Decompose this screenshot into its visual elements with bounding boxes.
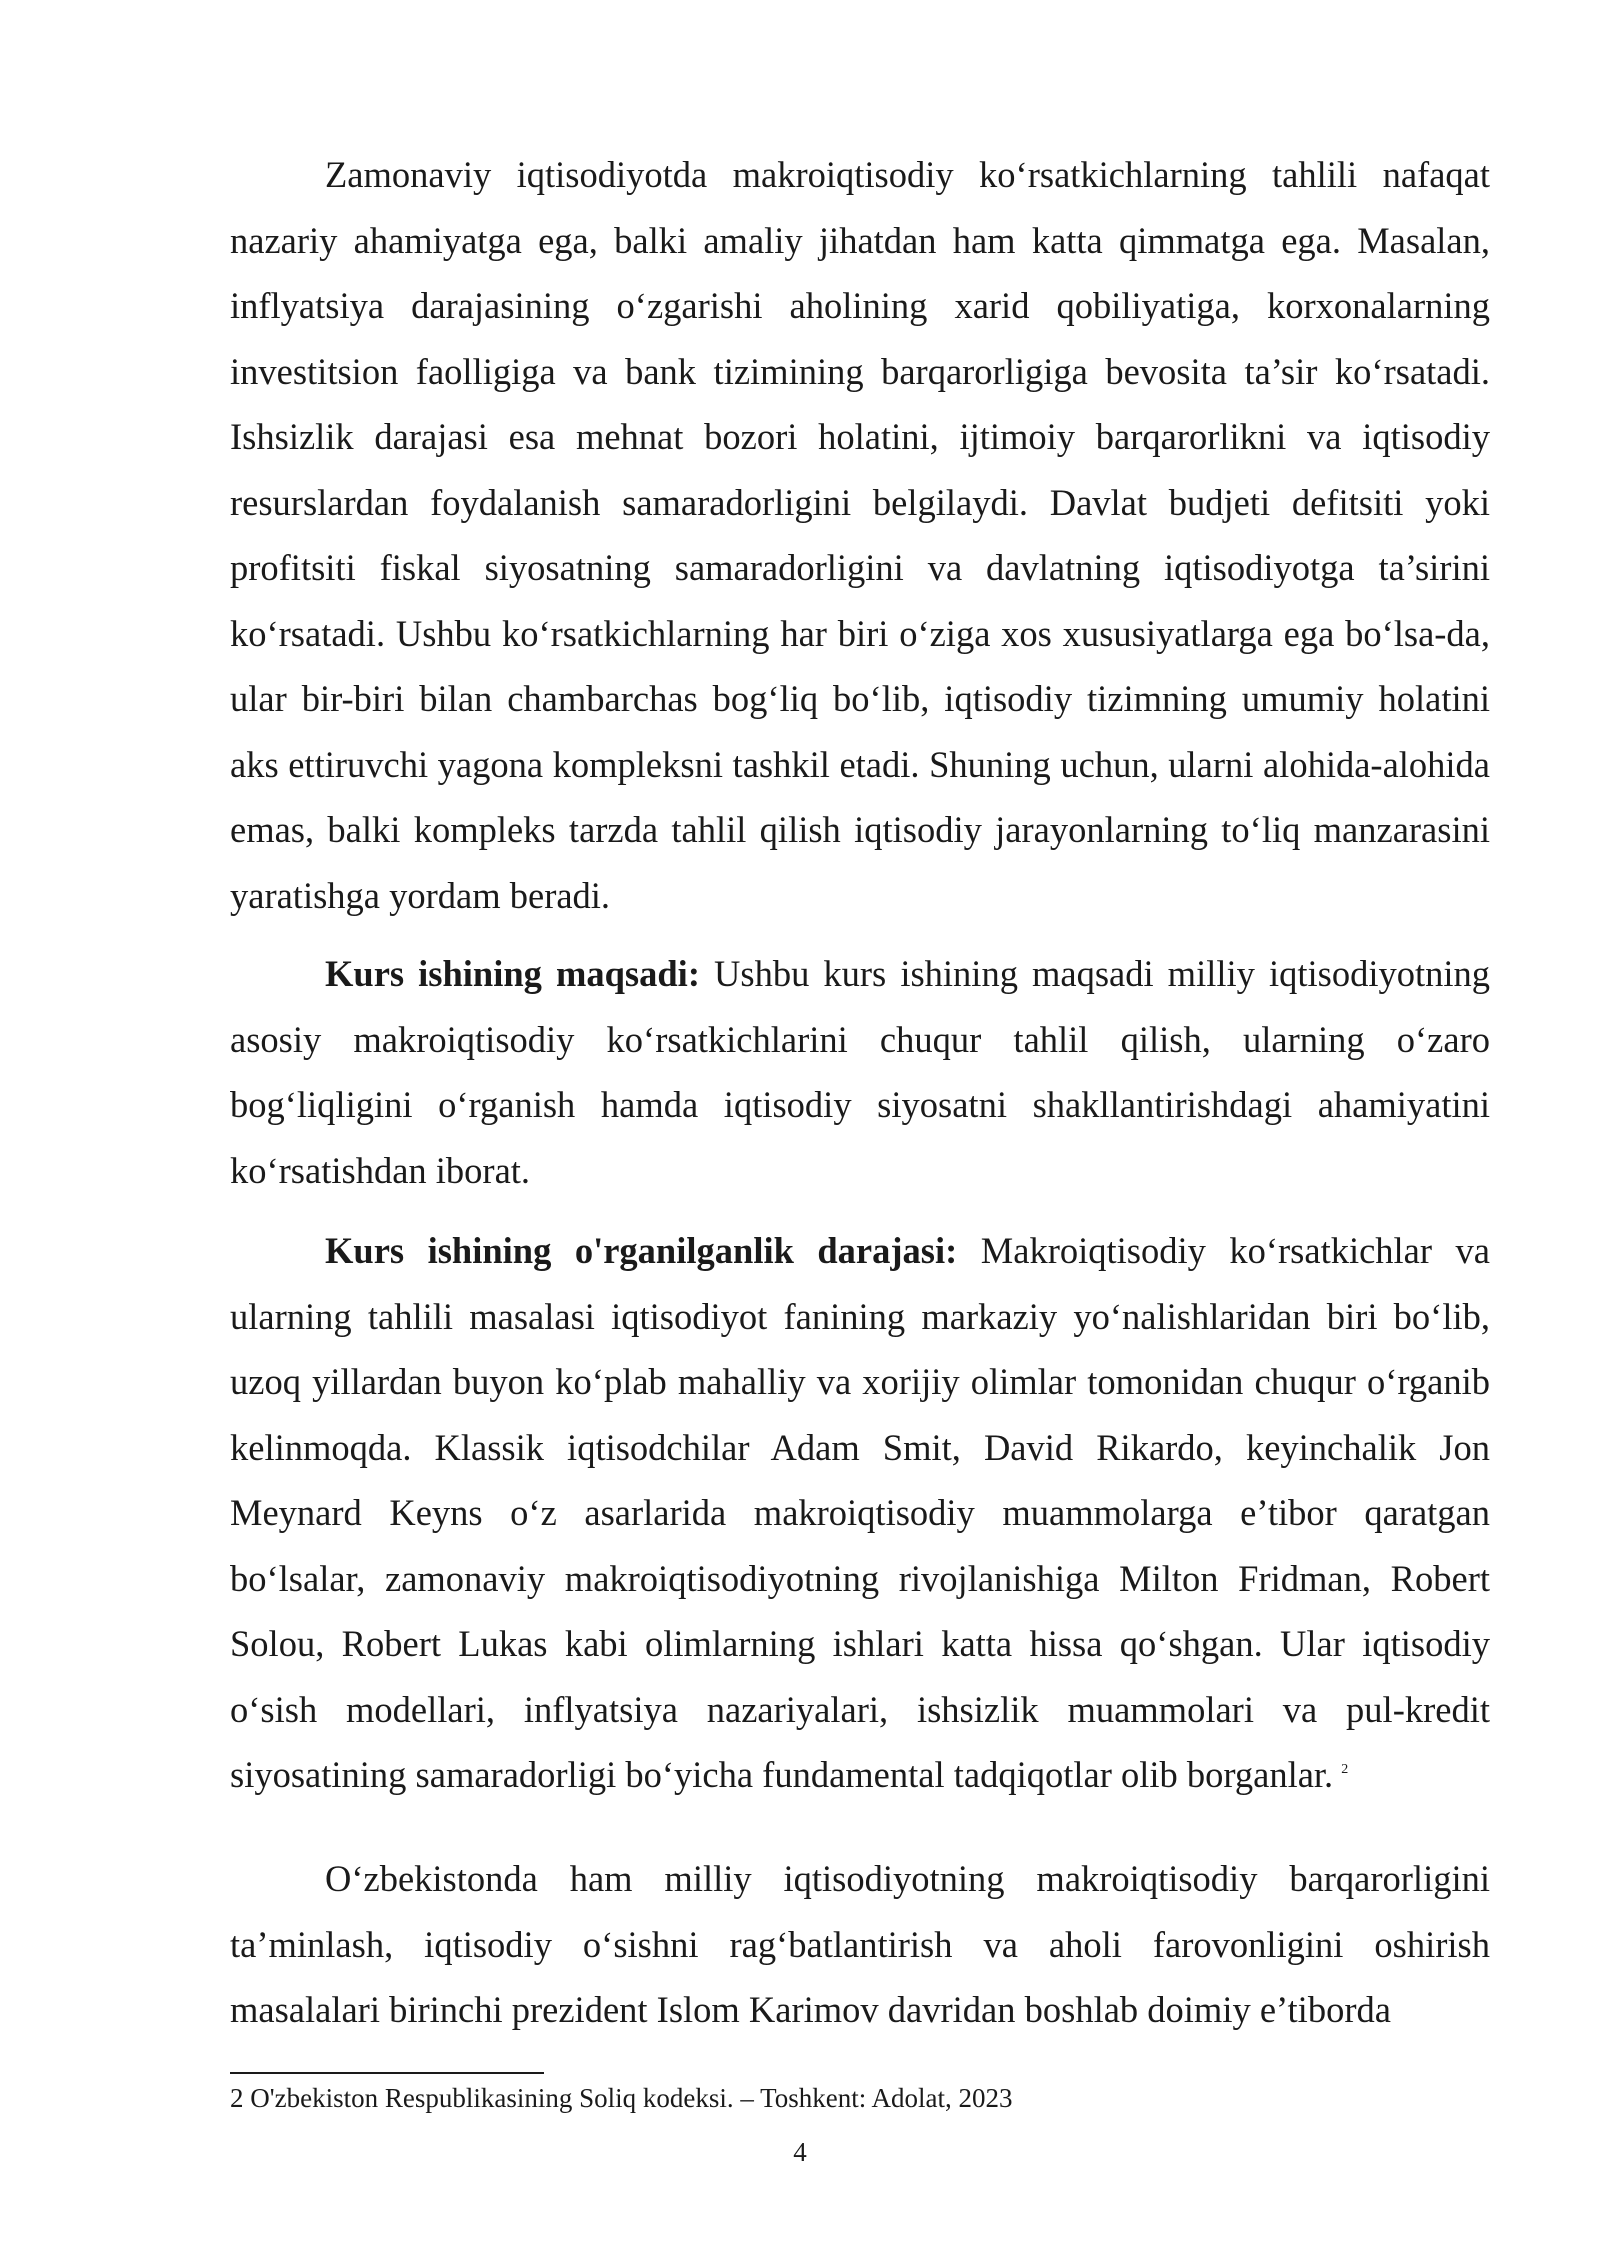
study-level-heading: Kurs ishining o'rganilganlik darajasi:	[325, 1230, 958, 1271]
page-number: 4	[793, 2137, 807, 2167]
paragraph-uzbekistan	[230, 1846, 1490, 2043]
footnote-reference: 2	[1341, 1762, 1349, 1777]
purpose-heading: Kurs ishining maqsadi:	[325, 953, 700, 994]
purpose-text: Ushbu kurs ishining maqsadi milliy iqtisodiyotning asosiy makroiqtisodiy ko‘rsatkichlarini chuqur tahlil qilish, ularning o‘zaro bog‘liqligini o‘rganish hamda iqtisodiy siyosatni shakllantirishdagi ahamiyatini ko‘rsatishdan iborat.	[230, 953, 1490, 1191]
paragraph-intro	[230, 142, 1490, 928]
paragraph-uzbekistan-text: O‘zbekistonda ham milliy iqtisodiyotning makroiqtisodiy barqarorligini ta’minlash, iqtisodiy o‘sishni rag‘batlantirish va aholi farovonligini oshirish masalalari birinchi prezident Islom Karimov davridan boshlab doimiy e’tiborda	[230, 1858, 1490, 2030]
footnote-text: 2 O'zbekiston Respublikasining Soliq kodeksi. – Toshkent: Adolat, 2023	[230, 2083, 1013, 2113]
paragraph-study-level	[230, 1218, 1490, 1808]
footnote-separator	[230, 2072, 544, 2074]
paragraph-purpose	[230, 941, 1490, 1203]
paragraph-intro-text: Zamonaviy iqtisodiyotda makroiqtisodiy ko‘rsatkichlarning tahlili nafaqat nazariy ahamiyatga ega, balki amaliy jihatdan ham katta qimmatga ega. Masalan, inflyatsiya darajasining o‘zgarishi aholining xarid qobiliyatiga, korxonalarning investitsion faolligiga va bank tizimining barqarorligiga bevosita ta’sir ko‘rsatadi. Ishsizlik darajasi esa mehnat bozori holatini, ijtimoiy barqarorlikni va iqtisodiy resurslardan foydalanish samaradorligini belgilaydi. Davlat budjeti defitsiti yoki profitsiti fiskal siyosatning samaradorligini va davlatning iqtisodiyotga ta’sirini ko‘rsatadi. Ushbu ko‘rsatkichlarning har biri o‘ziga xos xususiyatlarga ega bo‘lsa-da, ular bir-biri bilan chambarchas bog‘liq bo‘lib, iqtisodiy tizimning umumiy holatini aks ettiruvchi yagona kompleksni tashkil etadi. Shuning uchun, ularni alohida-alohida emas, balki kompleks tarzda tahlil qilish iqtisodiy jarayonlarning to‘liq manzarasini yaratishga yordam beradi.	[230, 154, 1490, 916]
study-level-text: Makroiqtisodiy ko‘rsatkichlar va ularning tahlili masalasi iqtisodiyot fanining markaziy yo‘nalishlaridan biri bo‘lib, uzoq yillardan buyon ko‘plab mahalliy va xorijiy olimlar tomonidan chuqur o‘rganib kelinmoqda. Klassik iqtisodchilar Adam Smit, David Rikardo, keyinchalik Jon Meynard Keyns o‘z asarlarida makroiqtisodiy muammolarga e’tibor qaratgan bo‘lsalar, zamonaviy makroiqtisodiyotning rivojlanishiga Milton Fridman, Robert Solou, Robert Lukas kabi olimlarning ishlari katta hissa qo‘shgan. Ular iqtisodiy o‘sish modellari, inflyatsiya nazariyalari, ishsizlik muammolari va pul-kredit siyosatining samaradorligi bo‘yicha fundamental tadqiqotlar olib borganlar.	[230, 1230, 1490, 1795]
footnote	[230, 2080, 1490, 2116]
